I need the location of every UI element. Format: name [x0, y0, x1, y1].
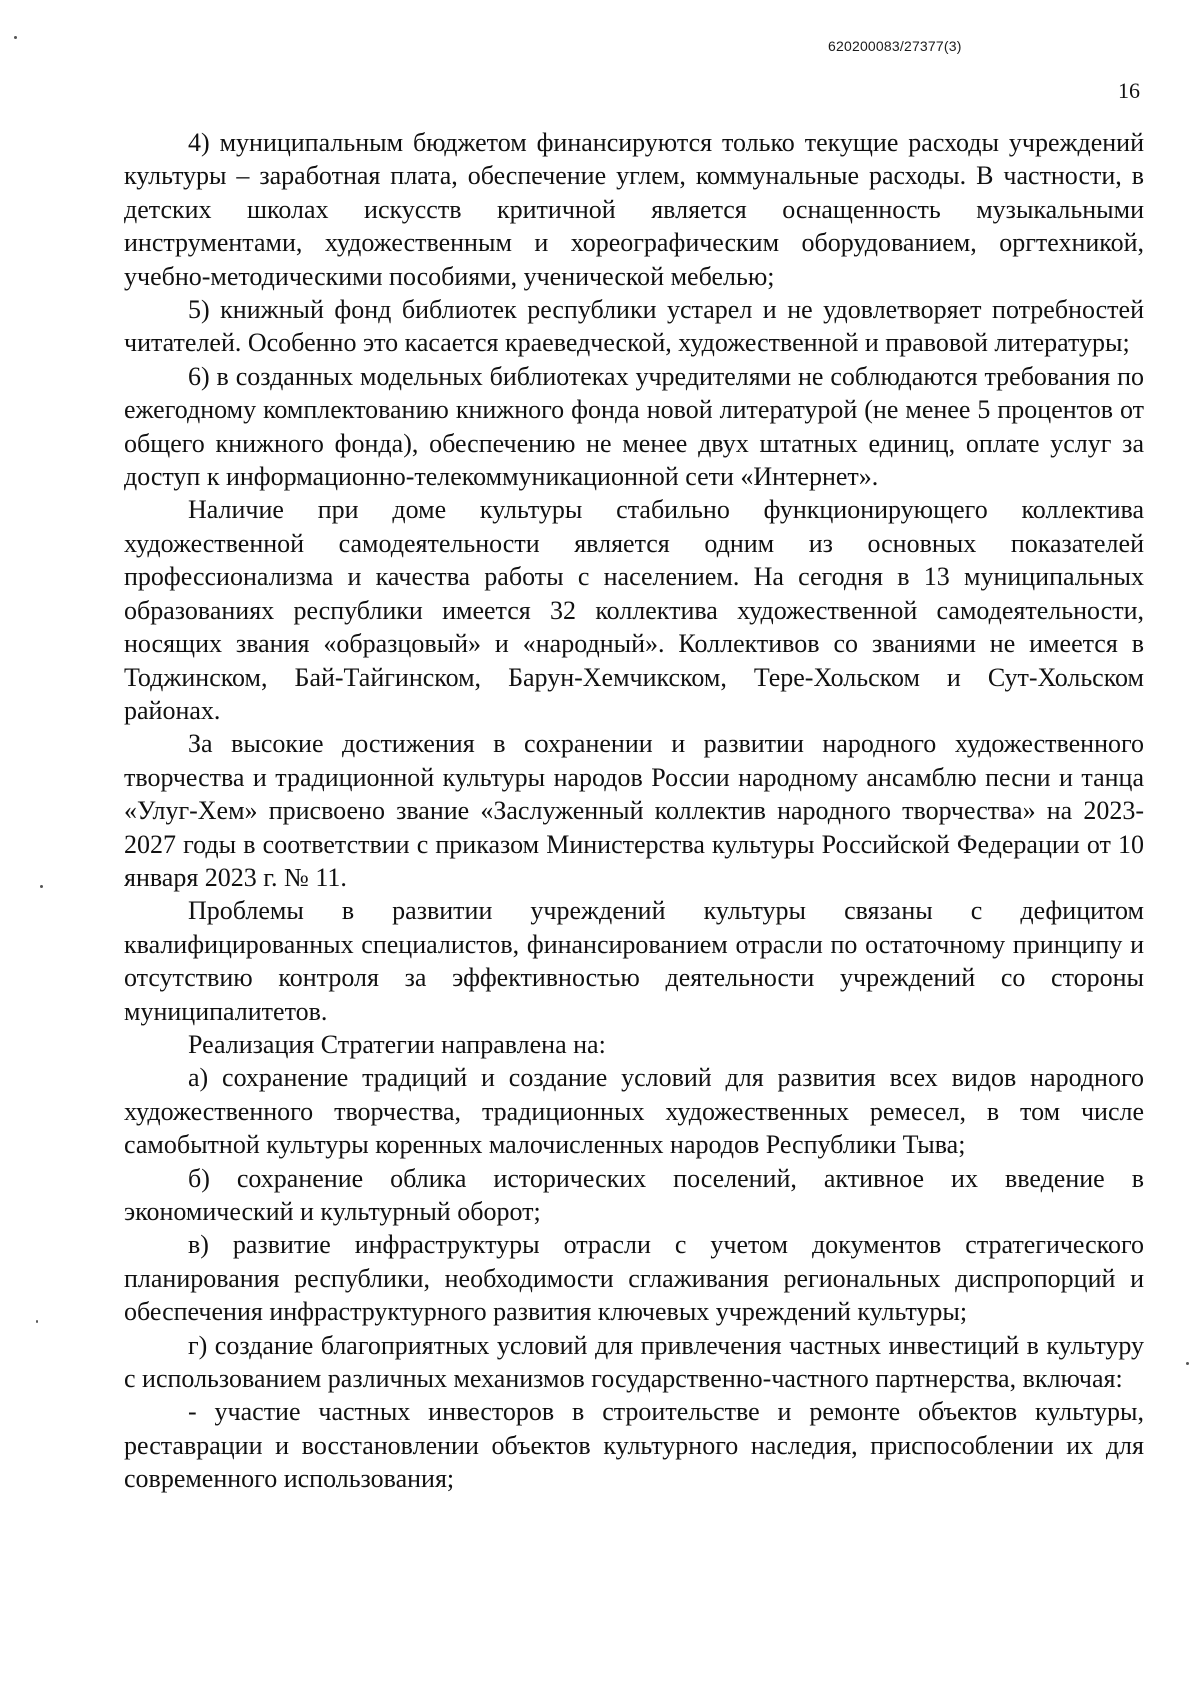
- scan-speck: [1186, 1362, 1189, 1365]
- paragraph-problems: Проблемы в развитии учреждений культуры связаны с дефицитом квалифицированных специалистов, финансированием отрасли по остаточному принципу и отсутствию контроля за эффективностью деятельности учреждений со стороны муниципалитетов.: [124, 896, 1144, 1026]
- paragraph-ulug-khem: За высокие достижения в сохранении и развитии народного художественного творчества и традиционной культуры народов России народному ансамблю песни и танца «Улуг-Хем» присвоено звание «Заслуженный коллектив народного творчества» на 2023-2027 годы в соответствии с приказом Министерства культуры Российской Федерации от 10 января 2023 г. № 11.: [124, 729, 1144, 892]
- paragraph-amateur-collectives: Наличие при доме культуры стабильно функционирующего коллектива художественной самодеятельности является одним из основных показателей профессионализма и качества работы с населением. На сегодня в 13 муниципальных образованиях республики имеется 32 коллектива художественной самодеятельности, носящих звания «образцовый» и «народный». Коллективов со званиями не имеется в Тоджинском, Бай-Тайгинском, Барун-Хемчикском, Тере-Хольском и Сут-Хольском районах.: [124, 495, 1144, 725]
- page-number: 16: [1118, 78, 1140, 103]
- document-code: 620200083/27377(3): [828, 38, 962, 54]
- paragraph-item-5: 5) книжный фонд библиотек республики устарел и не удовлетворяет потребностей читателей. Особенно это касается краеведческой, художественной и правовой литературы;: [124, 295, 1144, 358]
- paragraph-strategy-intro: Реализация Стратегии направлена на:: [188, 1029, 606, 1059]
- paragraph-item-v: в) развитие инфраструктуры отрасли с учетом документов стратегического планирования республики, необходимости сглаживания региональных диспропорций и обеспечения инфраструктурного развития ключевых учреждений культуры;: [124, 1230, 1144, 1327]
- paragraph-item-g: г) создание благоприятных условий для привлечения частных инвестиций в культуру с использованием различных механизмов государственно-частного партнерства, включая:: [124, 1330, 1144, 1394]
- document-body: [124, 126, 1144, 1496]
- paragraph-item-b: б) сохранение облика исторических поселений, активное их введение в экономический и культурный оборот;: [124, 1163, 1144, 1226]
- paragraph-item-4: 4) муниципальным бюджетом финансируются только текущие расходы учреждений культуры – заработная плата, обеспечение углем, коммунальные расходы. В частности, в детских школах искусств критичной является оснащенность музыкальными инструментами, художественным и хореографическим оборудованием, оргтехникой, учебно-методическими пособиями, ученической мебелью;: [124, 128, 1144, 291]
- scan-speck: [36, 1320, 38, 1323]
- scan-speck: [40, 885, 43, 888]
- paragraph-item-a: а) сохранение традиций и создание условий для развития всех видов народного художественного творчества, традиционных художественных ремесел, в том числе самобытной культуры коренных малочисленных народов Республики Тыва;: [124, 1063, 1144, 1160]
- paragraph-private-investors: - участие частных инвесторов в строительстве и ремонте объектов культуры, реставрации и восстановлении объектов культурного наследия, приспособлении их для современного использования;: [124, 1397, 1144, 1494]
- scan-speck: [14, 36, 17, 39]
- paragraph-item-6: 6) в созданных модельных библиотеках учредителями не соблюдаются требования по ежегодному комплектованию книжного фонда новой литературой (не менее 5 процентов от общего книжного фонда), обеспечению не менее двух штатных единиц, оплате услуг за доступ к информационно-телекоммуникационной сети «Интернет».: [124, 361, 1144, 492]
